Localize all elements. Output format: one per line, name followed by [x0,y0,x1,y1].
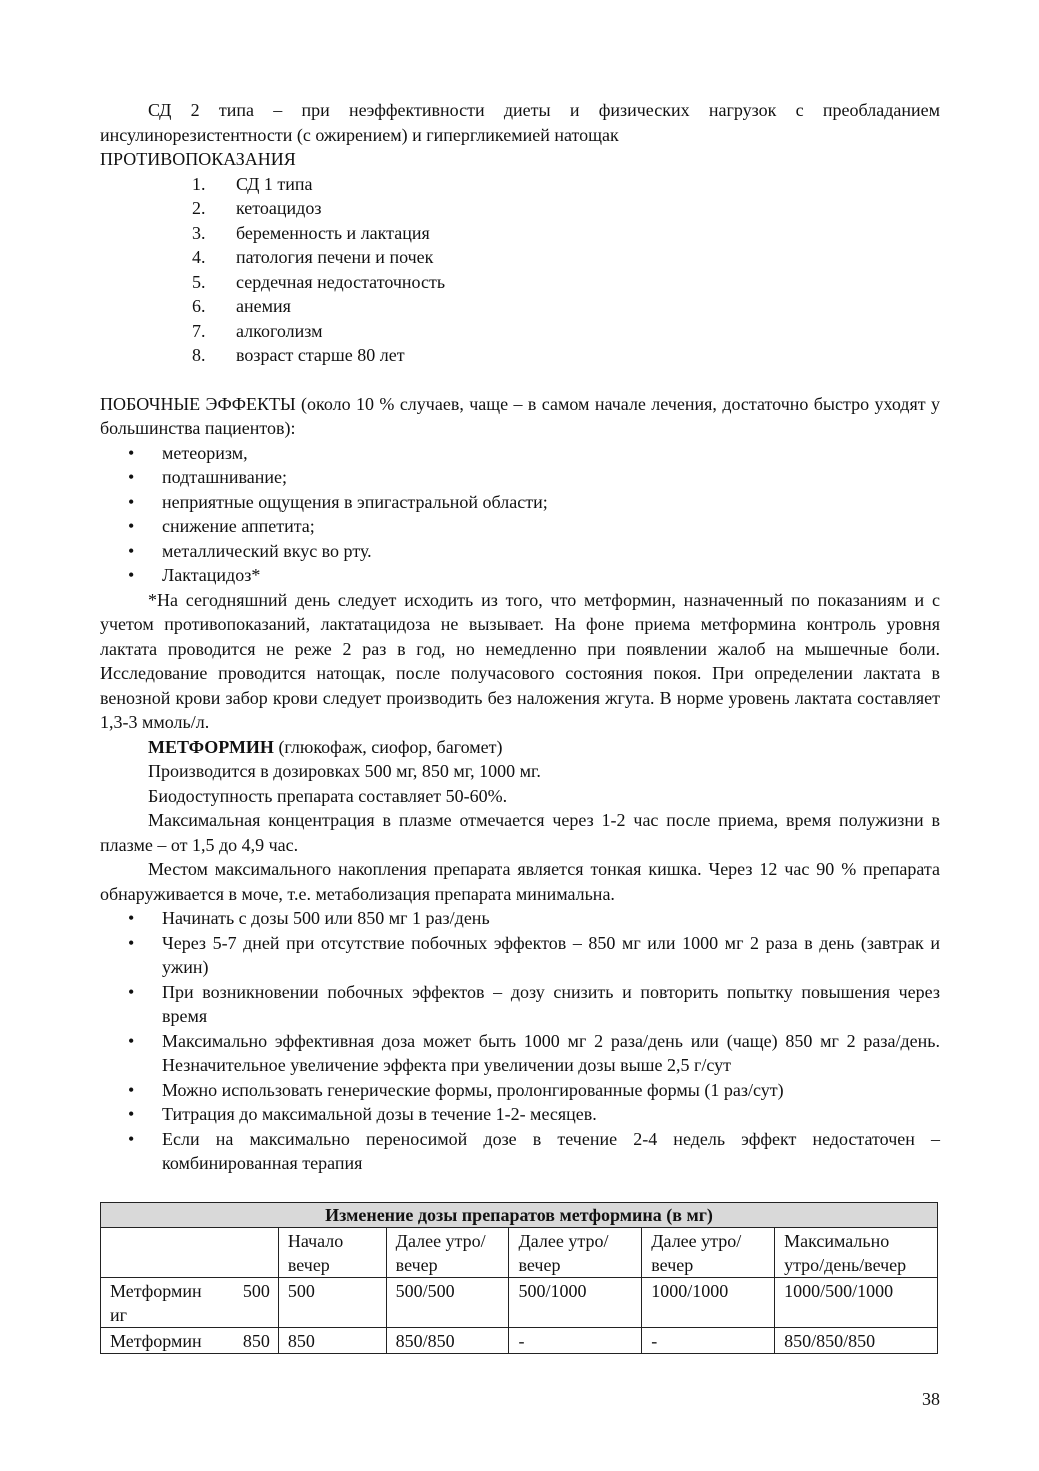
side-effects-list [100,441,940,588]
list-item [100,465,940,490]
item-number: 4. [192,247,206,267]
list-item [100,1102,940,1127]
item-text: Максимально эффективная доза может быть 1000 мг 2 раза/день или (чаще) 850 мг 2 раза/день. Незначительное увеличение эффекта при увеличении дозы выше 2,5 г/сут [162,1030,940,1075]
dose-unit: иг [110,1304,128,1325]
item-number: 8. [192,345,206,365]
table-header-cell: Далее утро/вечер [509,1227,642,1277]
row-label [110,1329,270,1353]
table-cell: 500/1000 [509,1277,642,1327]
metformin-line: Биодоступность препарата составляет 50-60%. [148,785,508,806]
item-text: СД 1 типа [236,173,313,194]
item-text: возраст старше 80 лет [236,345,405,365]
metformin-section [100,735,940,1176]
item-text: Можно использовать генерические формы, пролонгированные формы (1 раз/сут) [162,1079,784,1100]
list-item [192,343,940,368]
item-number: 7. [192,320,206,341]
item-text: Титрация до максимальной дозы в течение 1-2- месяцев. [162,1104,597,1124]
side-effects-heading: ПОБОЧНЫЕ ЭФФЕКТЫ (около 10 % случаев, чаще – в самом начале лечения, достаточно быстро уходят у большинства пациентов): [100,393,940,438]
table-cell: 500/500 [386,1277,509,1327]
list-item [100,490,940,515]
table-caption-row [101,1202,938,1227]
bullet-icon: • [128,1079,135,1100]
list-item [100,1029,940,1078]
list-item [100,514,940,539]
bullet-icon: • [128,516,135,536]
list-item [100,539,940,564]
item-number: 2. [192,198,206,218]
bullet-icon: • [128,932,135,953]
metformin-title-line [100,735,940,760]
list-item [192,245,940,270]
drug-dose: 500 [242,1280,270,1301]
table-row [101,1327,938,1353]
table-header-row [101,1227,938,1277]
dose-table [100,1202,938,1354]
table-header-cell: Далее утро/вечер [386,1227,509,1277]
table-cell: - [642,1327,775,1353]
contraindications-heading: ПРОТИВОПОКАЗАНИЯ [100,149,296,169]
item-text: металлический вкус во рту. [162,540,372,561]
list-item [192,172,940,197]
metformin-line: Максимальная концентрация в плазме отмечается через 1-2 час после приема, время полужизни в плазме – от 1,5 до 4,9 час. [100,810,940,855]
bullet-icon: • [128,908,135,928]
item-text: патология печени и почек [236,247,434,267]
page-number: 38 [922,1389,940,1409]
table-row [101,1277,938,1327]
table-cell: 1000/500/1000 [775,1277,938,1327]
lactate-note: *На сегодняшний день следует исходить из того, что метформин, назначенный по показаниям и с учетом противопоказаний, лактатацидоза не вызывает. На фоне приема метформина контроль уровня лактата проводится не реже 2 раз в год, но немедленно при появлении жалоб на мышечные боли. Исследование проводится натощак, после получасового состояния покоя. При определении лактата в венозной крови забор крови следует производить без наложения жгута. В норме уровень лактата составляет 1,3-3 ммоль/л. [100,589,940,732]
page-content [100,98,940,1354]
list-item [100,563,940,588]
side-effects-section [100,392,940,735]
table-cell: 850/850/850 [775,1327,938,1353]
list-item [100,906,940,931]
table-cell: 500 [278,1277,386,1327]
item-text: неприятные ощущения в эпигастральной области; [162,491,548,512]
item-text: Через 5-7 дней при отсутствие побочных эффектов – 850 мг или 1000 мг 2 раза в день (завтрак и ужин) [162,932,940,977]
drug-name: Метформин [110,1330,202,1351]
item-text: алкоголизм [236,320,323,341]
item-text: подташнивание; [162,467,287,487]
list-item [192,294,940,319]
table-cell: - [509,1327,642,1353]
item-number: 3. [192,222,206,243]
list-item [192,221,940,246]
metformin-title: МЕТФОРМИН [148,736,274,757]
table-cell: 850 [278,1327,386,1353]
bullet-icon: • [128,565,135,585]
list-item [100,441,940,466]
item-text: метеоризм, [162,442,248,463]
list-item [100,931,940,980]
metformin-dosing-list [100,906,940,1176]
contraindications-list [100,172,940,368]
item-text: кетоацидоз [236,198,322,218]
row-label-cell [101,1327,279,1353]
item-number: 6. [192,296,206,316]
bullet-icon: • [128,1128,135,1149]
metformin-synonyms: (глюкофаж, сиофор, багомет) [273,736,503,757]
list-item [100,1127,940,1176]
metformin-line: Производится в дозировках 500 мг, 850 мг, 1000 мг. [148,761,541,781]
drug-name: Метформин [110,1280,202,1301]
list-item [192,319,940,344]
bullet-icon: • [128,540,135,561]
item-text: Лактацидоз* [162,565,261,585]
table-header-cell: Далее утро/вечер [642,1227,775,1277]
table-header-cell: Начало вечер [278,1227,386,1277]
list-item [100,1078,940,1103]
list-item [192,196,940,221]
spacer [100,368,940,392]
table-cell: 1000/1000 [642,1277,775,1327]
item-text: сердечная недостаточность [236,271,446,292]
intro-paragraph: СД 2 типа – при неэффективности диеты и физических нагрузок с преобладанием инсулинорезистентности (с ожирением) и гипергликемией натощак [100,100,940,145]
contraindications-section [100,147,940,368]
item-text: Начинать с дозы 500 или 850 мг 1 раз/день [162,908,490,928]
metformin-line: Местом максимального накопления препарата является тонкая кишка. Через 12 час 90 % препарата обнаруживается в моче, т.е. метаболизация препарата минимальна. [100,859,940,904]
list-item [100,980,940,1029]
bullet-icon: • [128,467,135,487]
item-text: беременность и лактация [236,222,430,243]
bullet-icon: • [128,981,135,1002]
item-text: Если на максимально переносимой дозе в течение 2-4 недель эффект недостаточен – комбинированная терапия [162,1128,940,1173]
drug-dose: 850 [242,1330,270,1351]
table-header-cell [101,1227,279,1277]
item-number: 5. [192,271,206,292]
row-label-cell [101,1277,279,1327]
item-text: снижение аппетита; [162,516,315,536]
bullet-icon: • [128,442,135,463]
table-caption: Изменение дозы препаратов метформина (в мг) [101,1202,938,1227]
list-item [192,270,940,295]
item-text: При возникновении побочных эффектов – дозу снизить и повторить попытку повышения через время [162,981,940,1026]
item-text: анемия [236,296,291,316]
row-label [110,1279,270,1303]
item-number: 1. [192,173,206,194]
bullet-icon: • [128,1104,135,1124]
bullet-icon: • [128,491,135,512]
bullet-icon: • [128,1030,135,1051]
table-cell: 850/850 [386,1327,509,1353]
table-header-cell: Максимально утро/день/вечер [775,1227,938,1277]
